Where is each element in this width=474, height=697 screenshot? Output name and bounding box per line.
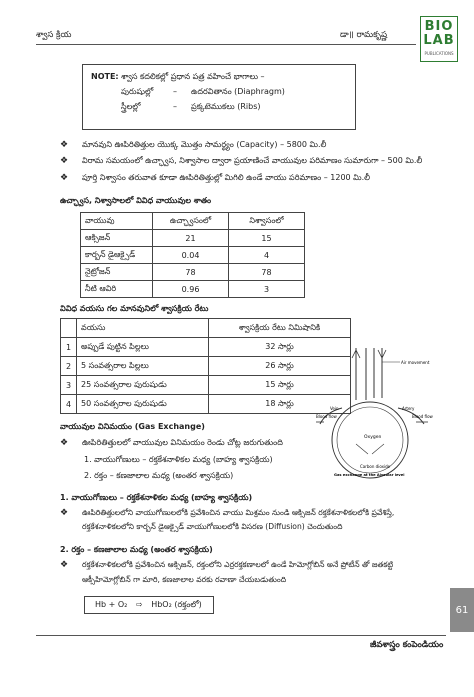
oxygen-label: Oxygen (364, 435, 382, 440)
table-cell: 1 (61, 338, 77, 357)
logo-line1: BIO (424, 19, 454, 34)
table-cell: నీటి ఆవిరి (81, 281, 153, 298)
table1-title: ఉచ్ఛ్వాస, నిశ్వాసాలలో వివిధ వాయువుల శాతం (60, 196, 212, 205)
table-cell: 25 సంవత్సరాల పురుషుడు (77, 376, 209, 395)
table-cell: నైట్రోజన్ (81, 264, 153, 281)
logo-line3: PUBLICATIONS (424, 51, 454, 56)
note-row-what: ప్రక్కటెముకలు (Ribs) (191, 102, 261, 111)
bullet-text: పూర్తి నిశ్వాసం తరువాత కూడా ఊపిరితిత్తుల్లో మిగిలి ఉండే వాయు పరిమాణం – 1200 మి.లీ (82, 173, 371, 182)
section2-title: 2. రక్తం – కణజాలాల మధ్య (అంతర శ్వాసక్రియ) (60, 545, 213, 554)
carbon-dioxide-label: Carbon dioxide (360, 464, 391, 469)
table-cell: 4 (61, 395, 77, 414)
note-box (82, 64, 356, 130)
header-author: డా॥ రామకృష్ణ (340, 30, 388, 40)
table-cell: 2 (61, 357, 77, 376)
table-row (81, 264, 305, 281)
table-row (61, 376, 351, 395)
table-cell: 26 సార్లు (209, 357, 351, 376)
diamond-bullet-icon: ❖ (60, 140, 69, 150)
diamond-bullet-icon: ❖ (60, 438, 69, 448)
bullet-text: రక్తకేశనాళికలలోకి ప్రవేశించిన ఆక్సిజన్, రక్తంలోని ఎర్రరక్తకణాలలో ఉండే హిమోగ్లోబిన్ అనే ప్రోటీన్ తో జతకట్టి (82, 560, 394, 569)
table-cell: 4 (229, 247, 305, 264)
note-row (91, 84, 347, 99)
bullet-item (60, 508, 394, 519)
note-intro: శ్వాస కదలికల్లో ప్రధాన పత్ర వహించే భాగాలు – (121, 72, 265, 81)
table-header-cell: నిశ్వాసంలో (229, 213, 305, 230)
bullet-item (60, 140, 326, 151)
equation-left: Hb + O₂ (95, 600, 128, 609)
vein-label: Vein (330, 406, 339, 411)
alveolus-gas-exchange-diagram (316, 348, 440, 480)
table-header-row (61, 319, 351, 338)
page-number-tab: 61 (450, 588, 474, 632)
diamond-bullet-icon: ❖ (60, 508, 69, 518)
table-cell: 5 సంవత్సరాల పిల్లలు (77, 357, 209, 376)
note-row-what: ఉదరవితానం (Diaphragm) (191, 87, 285, 96)
artery-label: Artery (402, 406, 415, 411)
table-cell: 78 (229, 264, 305, 281)
logo-line2: LAB (423, 33, 455, 48)
table-cell: 15 (229, 230, 305, 247)
table-header-cell: శ్వాసక్రియ రేటు నిమిషానికి (209, 319, 351, 338)
table-row (81, 230, 305, 247)
table-cell: 32 సార్లు (209, 338, 351, 357)
diamond-bullet-icon: ❖ (60, 560, 69, 570)
bullet-item (60, 173, 370, 184)
bullet-text: ఊపిరితిత్తులలో వాయువుల వినిమయం రెండు చోట్ల జరుగుతుంది (82, 438, 283, 447)
table-cell: 15 సార్లు (209, 376, 351, 395)
section2-continuation: ఆక్సీహిమోగ్లోబిన్ గా మారి, కణజాలాల వరకు రవాణా చేయబడుతుంది (82, 575, 287, 584)
note-row-dash: – (173, 87, 177, 96)
section1-continuation: రక్తకేశనాళికలలోని కార్బన్ డైఆక్సైడ్ వాయుగోణులలోకి విసరణ (Diffusion) చెందుతుంది (82, 522, 343, 531)
table-row (61, 395, 351, 414)
equation-right: HbO₂ (రక్తంలో) (151, 600, 202, 609)
bullet-text: మానవుని ఊపిరితిత్తుల యొక్క మొత్తం సామర్థ్యం (Capacity) – 5800 మి.లీ (82, 140, 327, 149)
table2-title: వివిధ వయసు గల మానవునిలో శ్వాసక్రియ రేటు (60, 304, 209, 313)
bullet-item (60, 560, 393, 571)
table-row (61, 357, 351, 376)
table-header-cell: ఉచ్ఛ్వాసంలో (153, 213, 229, 230)
blood-flow-right-label: Blood flow (412, 414, 433, 419)
note-row-who: స్త్రీలల్లో (121, 102, 141, 111)
footer-divider (36, 635, 446, 636)
header-divider (36, 44, 416, 45)
table-header-cell (61, 319, 77, 338)
table-cell: 3 (61, 376, 77, 395)
table-cell: అప్పుడే పుట్టిన పిల్లలు (77, 338, 209, 357)
header-left-title: శ్వాస క్రియ (36, 30, 72, 40)
bullet-item (60, 156, 422, 167)
breathing-rate-table (60, 318, 351, 414)
bullet-text: ఊపిరితిత్తులలోని వాయుగోణులలోకి ప్రవేశించిన వాయు మిశ్రమం నుండి ఆక్సిజన్ రక్తకేశనాళికలలోకి ప్రవేశిస్తే, (82, 508, 395, 517)
table-row (81, 247, 305, 264)
bullet-text: విరామ సమయంలో ఉచ్ఛ్వాస, నిశ్వాసాల ద్వారా ప్రయాణించే వాయువుల పరిమాణం సుమారుగా – 500 మి.లీ (82, 156, 423, 165)
gas-exchange-item: 1. వాయుగోణులు – రక్తకేశనాళికల మధ్య (బాహ్య శ్వాసక్రియ) (84, 455, 273, 464)
gas-exchange-item: 2. రక్తం – కణజాలాల మధ్య (అంతర శ్వాసక్రియ) (84, 471, 234, 480)
table-row (81, 281, 305, 298)
bullet-item (60, 438, 283, 449)
footer-title: జీవశాస్త్రం కంపెండియం (370, 640, 444, 650)
gas-percentage-table (80, 212, 305, 298)
table-cell: 50 సంవత్సరాల పురుషుడు (77, 395, 209, 414)
arrow-right-icon: ⇨ (135, 600, 143, 609)
diamond-bullet-icon: ❖ (60, 156, 69, 166)
table-header-cell: వాయువు (81, 213, 153, 230)
table-cell: 78 (153, 264, 229, 281)
blood-flow-left-label: Blood flow (316, 414, 337, 419)
table-cell: కార్బన్ డైఆక్సైడ్ (81, 247, 153, 264)
section1-title: 1. వాయుగోణులు – రక్తకేశనాళికల మధ్య (బాహ్య శ్వాసక్రియ) (60, 493, 253, 502)
note-label: NOTE: (91, 72, 119, 81)
table-cell: ఆక్సిజన్ (81, 230, 153, 247)
table-cell: 21 (153, 230, 229, 247)
table-cell: 18 సార్లు (209, 395, 351, 414)
table-header-cell: వయసు (77, 319, 209, 338)
diamond-bullet-icon: ❖ (60, 173, 69, 183)
note-row-dash: – (173, 102, 177, 111)
gas-exchange-title: వాయువుల వినిమయం (Gas Exchange) (60, 422, 205, 431)
table-row (61, 338, 351, 357)
note-row (91, 99, 347, 114)
table-cell: 3 (229, 281, 305, 298)
table-cell: 0.96 (153, 281, 229, 298)
air-movement-label: Air movement (401, 360, 430, 365)
biolab-logo (420, 16, 458, 62)
table-cell: 0.04 (153, 247, 229, 264)
hemoglobin-equation-box (84, 596, 214, 614)
note-row-who: పురుషుల్లో (121, 87, 154, 96)
diagram-caption: Gas exchange at the Alveolar level (334, 473, 405, 477)
table-header-row (81, 213, 305, 230)
